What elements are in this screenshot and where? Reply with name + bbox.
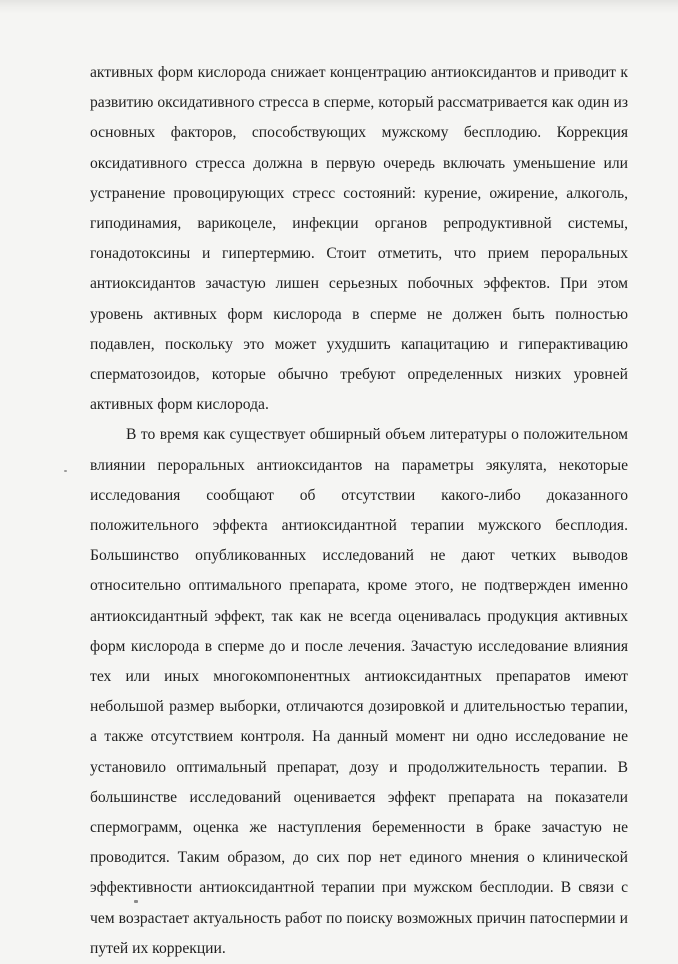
scan-edge-shadow bbox=[0, 0, 678, 14]
scan-speck bbox=[64, 470, 67, 472]
paragraph-1: активных форм кислорода снижает концентрацию антиоксидантов и приводит к развитию оксидативного стресса в сперме, который рассматривается как один из основных факторов, способствующих мужскому бесплодию. Коррекция оксидативного стресса должна в первую очередь включать уменьшение или устранение провоцирующих стресс состояний: курение, ожирение, алкоголь, гиподинамия, варикоцеле, инфекции органов репродуктивной системы, гонадотоксины и гипертермию. Стоит отметить, что прием пероральных антиоксидантов зачастую лишен серьезных побочных эффектов. При этом уровень активных форм кислорода в сперме не должен быть полностью подавлен, поскольку это может ухудшить капацитацию и гиперактивацию сперматозоидов, которые обычно требуют определенных низких уровней активных форм кислорода. bbox=[90, 64, 628, 414]
paragraph-2: В то время как существует обширный объем литературы о положительном влиянии пероральных антиоксидантов на параметры эякулята, некоторые исследования сообщают об отсутствии какого-либо доказанного положительного эффекта антиоксидантной терапии мужского бесплодия. Большинство опубликованных исследований не дают четких выводов относительно оптимального препарата, кроме этого, не подтвержден именно антиоксидантный эффект, так как не всегда оценивалась продукция активных форм кислорода в сперме до и после лечения. Зачастую исследование влияния тех или иных многокомпонентных антиоксидантных препаратов имеют небольшой размер выборки, отличаются дозировкой и длительностью терапии, а также отсутствием контроля. На данный момент ни одно исследование не установило оптимальный препарат, дозу и продолжительность терапии. В большинстве исследований оценивается эффект препарата на показатели спермограмм, оценка же наступления беременности в браке зачастую не проводится. Таким образом, до сих пор нет единого мнения о клинической эффективности антиоксидантной терапии при мужском бесплодии. В связи с чем возрастает актуальность работ по поиску возможных причин патоспермии и путей их коррекции. bbox=[90, 426, 628, 957]
body-text bbox=[90, 58, 628, 964]
scan-speck bbox=[134, 900, 138, 903]
